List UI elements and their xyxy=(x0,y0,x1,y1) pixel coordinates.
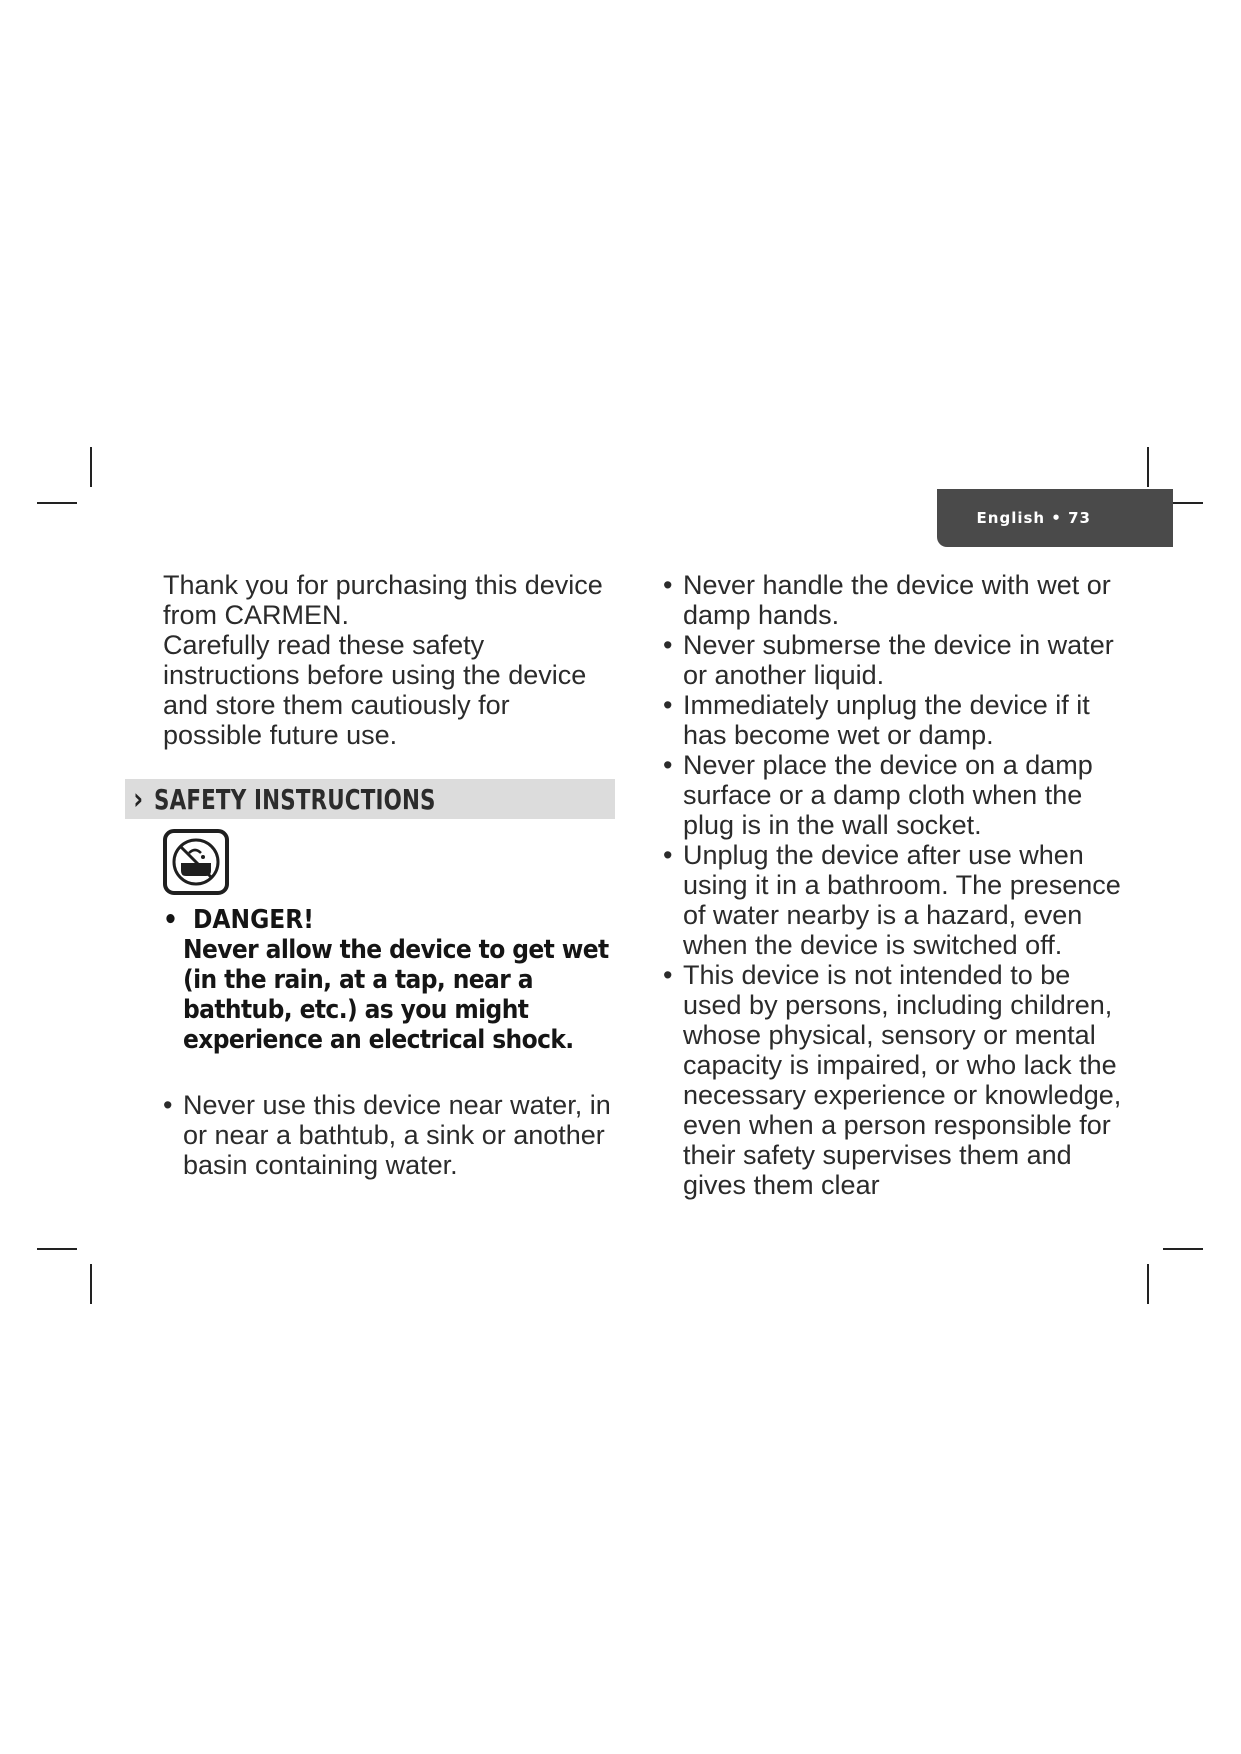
list-item: • Immediately unplug the device if it has become wet or damp. xyxy=(663,690,1090,750)
crop-mark-top-left-h xyxy=(37,502,77,504)
crop-mark-top-left-v xyxy=(90,447,92,487)
left-bullet-list xyxy=(163,1090,613,1180)
intro-read-instructions: Carefully read these safety instructions before using the device and store them cautiously for possible future use. xyxy=(163,630,587,750)
intro-text xyxy=(163,570,603,750)
list-item: • Never place the device on a damp surface or a damp cloth when the plug is in the wall socket. xyxy=(663,750,1093,840)
danger-label: DANGER! xyxy=(193,905,314,935)
crop-mark-bottom-left-h xyxy=(37,1248,77,1250)
list-item: • Never use this device near water, in or near a bathtub, a sink or another basin containing water. xyxy=(163,1090,611,1180)
crop-mark-top-right-v xyxy=(1147,447,1149,487)
chevron-right-icon: › xyxy=(133,781,144,817)
page-language-tab xyxy=(937,489,1173,547)
list-item: • Never handle the device with wet or damp hands. xyxy=(663,570,1111,630)
page-number-label: English • 73 xyxy=(976,509,1091,527)
crop-mark-bottom-right-v xyxy=(1147,1264,1149,1304)
right-bullet-list xyxy=(663,570,1133,1200)
intro-thanks: Thank you for purchasing this device from CARMEN. xyxy=(163,570,603,630)
crop-mark-bottom-right-h xyxy=(1163,1248,1203,1250)
no-water-icon xyxy=(163,829,229,895)
danger-bullet: • xyxy=(163,905,178,935)
danger-warning xyxy=(163,905,623,1055)
section-title: SAFETY INSTRUCTIONS xyxy=(154,782,437,816)
list-item: • Never submerse the device in water or another liquid. xyxy=(663,630,1114,690)
list-item: • Unplug the device after use when using it in a bathroom. The presence of water nearby is a hazard, even when the device is switched off. xyxy=(663,840,1121,960)
crop-mark-bottom-left-v xyxy=(90,1264,92,1304)
section-header xyxy=(125,779,615,819)
danger-message: Never allow the device to get wet (in the rain, at a tap, near a bathtub, etc.) as you might experience an electrical shock. xyxy=(183,935,609,1055)
list-item: • This device is not intended to be used by persons, including children, whose physical, sensory or mental capacity is impaired, or who lack the necessary experience or knowledge, even when a person responsible for their safety supervises them and gives them clear xyxy=(663,960,1122,1200)
